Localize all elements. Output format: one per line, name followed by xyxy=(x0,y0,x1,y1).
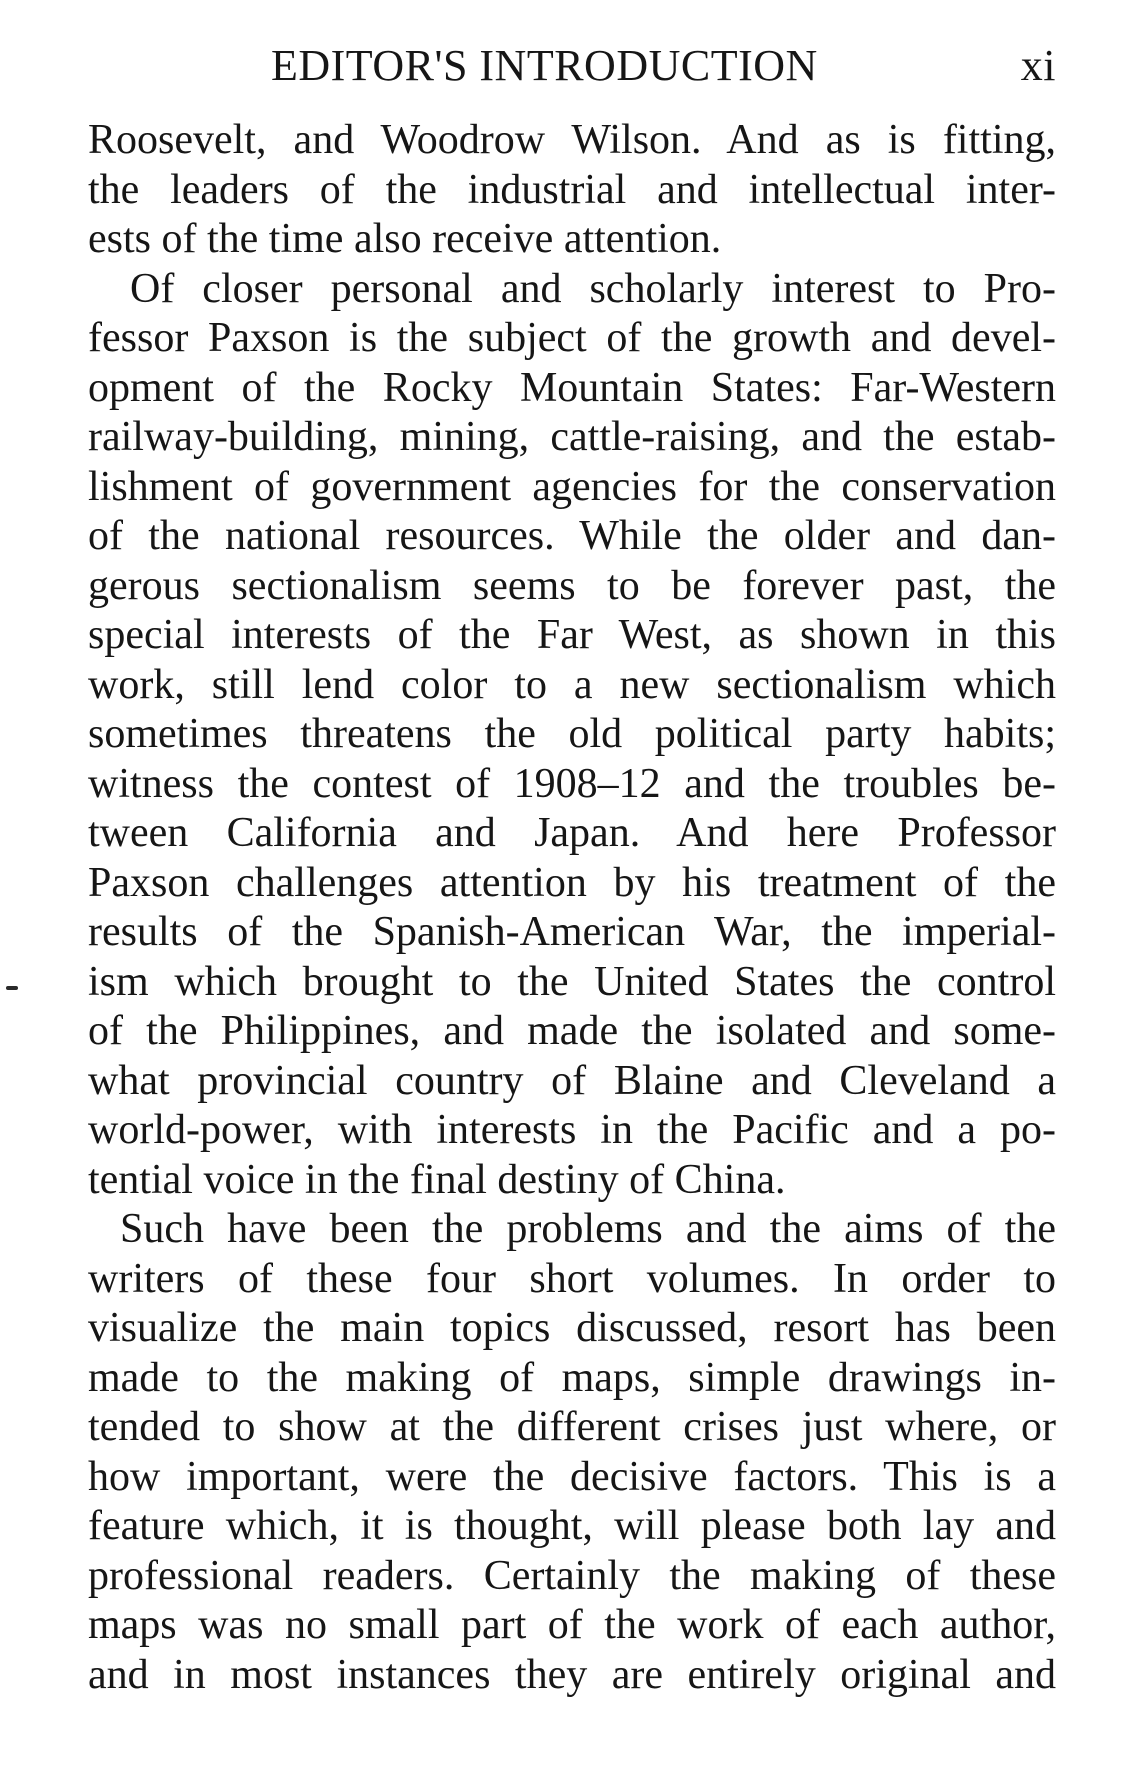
text-line: opment of the Rocky Mountain States: Far-Western xyxy=(88,364,1056,411)
running-header xyxy=(88,38,1068,94)
text-line: tended to show at the different crises just where, or xyxy=(88,1404,1056,1450)
text-line: fessor Paxson is the subject of the growth and devel- xyxy=(88,315,1056,361)
text-line: sometimes threatens the old political party habits; xyxy=(88,711,1056,757)
text-line: tween California and Japan. And here Professor xyxy=(88,810,1056,856)
text-line: professional readers. Certainly the making of these xyxy=(88,1552,1056,1599)
text-line: of the national resources. While the older and dan- xyxy=(88,513,1056,559)
paragraph-1 xyxy=(88,116,1056,265)
running-header-title: EDITOR'S INTRODUCTION xyxy=(271,41,818,90)
text-line: world-power, with interests in the Pacific and a po- xyxy=(88,1107,1056,1153)
text-line: work, still lend color to a new sectionalism which xyxy=(88,661,1056,708)
text-line: witness the contest of 1908–12 and the troubles be- xyxy=(88,760,1056,807)
text-line: Of closer personal and scholarly interest to Pro- xyxy=(130,265,1056,312)
text-line: Paxson challenges attention by his treatment of the xyxy=(88,859,1056,906)
text-line: how important, were the decisive factors. This is a xyxy=(88,1453,1056,1500)
text-line: results of the Spanish-American War, the imperial- xyxy=(88,909,1056,955)
text-line: visualize the main topics discussed, resort has been xyxy=(88,1305,1056,1351)
ink-speck xyxy=(6,986,18,990)
text-line: special interests of the Far West, as shown in this xyxy=(88,612,1056,658)
text-line: lishment of government agencies for the conservation xyxy=(88,463,1056,510)
text-line: gerous sectionalism seems to be forever past, the xyxy=(88,562,1056,609)
text-line: what provincial country of Blaine and Cleveland a xyxy=(88,1057,1056,1104)
text-line: Such have been the problems and the aims of the xyxy=(120,1206,1056,1252)
text-line: made to the making of maps, simple drawings in- xyxy=(88,1354,1056,1401)
text-line: of the Philippines, and made the isolated and some- xyxy=(88,1008,1056,1054)
text-line: maps was no small part of the work of each author, xyxy=(88,1602,1056,1648)
text-line: feature which, it is thought, will please both lay and xyxy=(88,1503,1056,1549)
page-number: xi xyxy=(1020,41,1056,90)
text-line: railway-building, mining, cattle-raising, and the estab- xyxy=(88,414,1056,460)
text-line: writers of these four short volumes. In order to xyxy=(88,1255,1056,1302)
text-line: ests of the time also receive attention. xyxy=(88,216,722,262)
body-text xyxy=(88,116,1056,1700)
text-line: tential voice in the final destiny of China. xyxy=(88,1156,786,1203)
text-line: and in most instances they are entirely original and xyxy=(88,1651,1056,1698)
text-line: Roosevelt, and Woodrow Wilson. And as is fitting, xyxy=(88,117,1056,163)
paragraph-2 xyxy=(88,265,1056,1206)
text-line: the leaders of the industrial and intellectual inter- xyxy=(88,166,1056,213)
paragraph-3 xyxy=(88,1205,1056,1700)
text-line: ism which brought to the United States the control xyxy=(88,958,1056,1005)
